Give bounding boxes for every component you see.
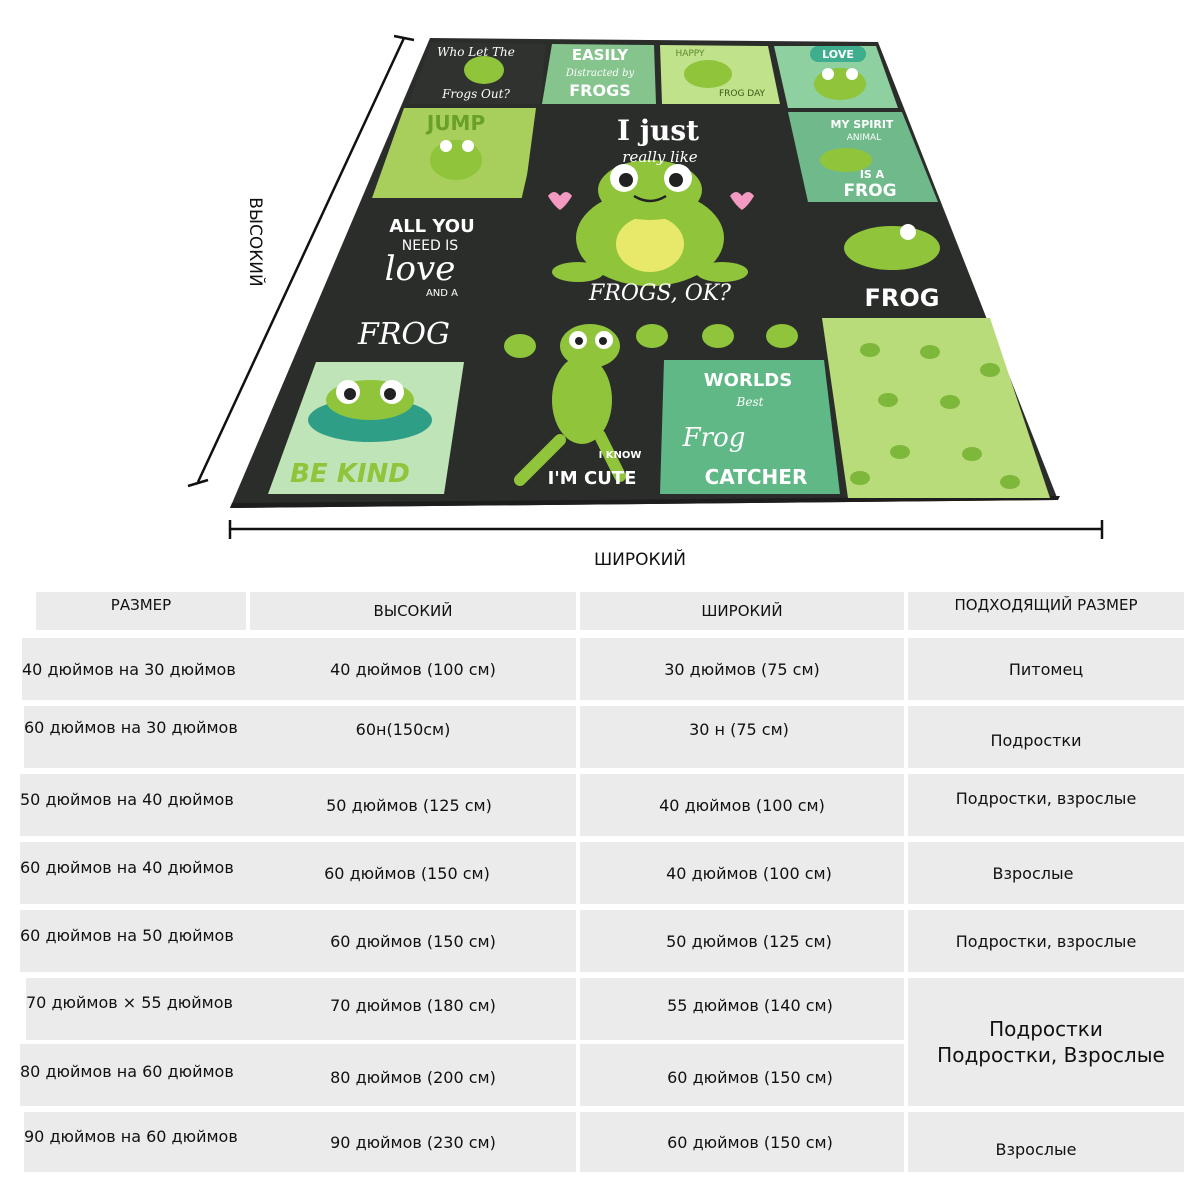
table-cell-height: 50 дюймов (125 см) (250, 774, 576, 836)
text-easily: EASILY (571, 46, 629, 64)
text-all-you: ALL YOU (389, 216, 475, 237)
text-who-let: Who Let The (437, 45, 515, 59)
text-worlds: WORLDS (703, 370, 793, 391)
text-be-kind: BE KIND (290, 459, 410, 489)
small-frog-jump (430, 140, 482, 180)
text-i-just: I just (616, 114, 700, 147)
panel-pattern (822, 318, 1050, 498)
table-cell-fit-merged (908, 978, 1184, 1106)
table-cell-size: 60 дюймов на 40 дюймов (20, 842, 250, 904)
table-cell-width: 40 дюймов (100 см) (580, 842, 904, 904)
table-header-width: ШИРОКИЙ (580, 592, 904, 630)
text-love: LOVE (822, 48, 854, 61)
table-cell-fit: Питомец (908, 638, 1184, 700)
text-spirit-4: FROG (843, 181, 897, 201)
text-jump: JUMP (426, 111, 486, 135)
table-cell-height: 90 дюймов (230 см) (250, 1112, 576, 1172)
table-cell-height: 70 дюймов (180 см) (250, 978, 576, 1040)
width-dimension-label: ШИРОКИЙ (593, 550, 687, 570)
text-frog-day: FROG DAY (718, 89, 766, 99)
table-cell-height: 60н(150см) (250, 706, 576, 768)
text-frogs-ok: FROGS, OK? (589, 281, 731, 306)
table-cell-fit-line: Подростки, Взрослые (937, 1043, 1165, 1067)
text-spirit-2: ANIMAL (846, 133, 882, 143)
width-dimension-arrow (230, 520, 1102, 539)
table-cell-height: 60 дюймов (150 см) (250, 842, 576, 904)
table-cell-size: 70 дюймов × 55 дюймов (26, 978, 250, 1040)
table-cell-size: 60 дюймов на 50 дюймов (20, 910, 250, 972)
text-frog-big: FROG (358, 317, 450, 352)
text-frogs-easily: FROGS (569, 81, 631, 100)
table-cell-fit: Взрослые (908, 842, 1184, 904)
small-frog-who (464, 56, 504, 84)
table-cell-size: 60 дюймов на 30 дюймов (24, 706, 250, 768)
table-cell-fit: Подростки, взрослые (908, 774, 1184, 836)
text-spirit-3: IS A (859, 168, 885, 181)
size-table (20, 590, 1188, 1174)
blanket-figure (0, 0, 1200, 590)
text-spirit-1: MY SPIRIT (830, 118, 894, 131)
table-cell-fit-line: Подростки (989, 1017, 1103, 1041)
table-header-fit: ПОДХОДЯЩИЙ РАЗМЕР (908, 592, 1184, 630)
table-cell-height: 40 дюймов (100 см) (250, 638, 576, 700)
table-cell-fit: Подростки (908, 706, 1184, 768)
table-cell-height: 80 дюймов (200 см) (250, 1044, 576, 1106)
table-cell-width: 60 дюймов (150 см) (580, 1112, 904, 1172)
text-distracted-by: Distracted by (565, 68, 635, 79)
table-cell-size: 80 дюймов на 60 дюймов (20, 1044, 250, 1106)
table-cell-size: 50 дюймов на 40 дюймов (20, 774, 250, 836)
table-cell-width: 55 дюймов (140 см) (580, 978, 904, 1040)
small-frog-happy (684, 60, 732, 88)
table-cell-width: 60 дюймов (150 см) (580, 1044, 904, 1106)
text-frogs-out: Frogs Out? (442, 87, 510, 101)
table-cell-width: 30 дюймов (75 см) (580, 638, 904, 700)
text-and-a: AND A (425, 288, 459, 299)
text-i-know: I KNOW (598, 450, 642, 461)
text-happy: HAPPY (675, 49, 705, 59)
table-cell-width: 30 н (75 см) (580, 706, 904, 768)
table-cell-width: 50 дюймов (125 см) (580, 910, 904, 972)
small-frog-love (814, 68, 866, 100)
height-dimension-label: ВЫСОКИЙ (245, 197, 265, 287)
text-catcher: CATCHER (704, 465, 808, 489)
text-best: Best (736, 395, 764, 409)
table-cell-width: 40 дюймов (100 см) (580, 774, 904, 836)
text-frog-script: Frog (682, 423, 746, 453)
table-cell-height: 60 дюймов (150 см) (250, 910, 576, 972)
table-cell-fit: Взрослые (908, 1112, 1184, 1172)
text-im-cute: I'M CUTE (547, 468, 637, 489)
table-header-size: РАЗМЕР (36, 592, 246, 630)
table-cell-fit: Подростки, взрослые (908, 910, 1184, 972)
table-header-height: ВЫСОКИЙ (250, 592, 576, 630)
table-cell-size: 40 дюймов на 30 дюймов (22, 638, 256, 700)
text-really-like: really like (622, 148, 698, 166)
text-need-is: NEED IS (401, 238, 459, 254)
text-frog-right: FROG (864, 284, 940, 312)
table-cell-size: 90 дюймов на 60 дюймов (24, 1112, 250, 1172)
text-love-script: love (384, 249, 456, 289)
